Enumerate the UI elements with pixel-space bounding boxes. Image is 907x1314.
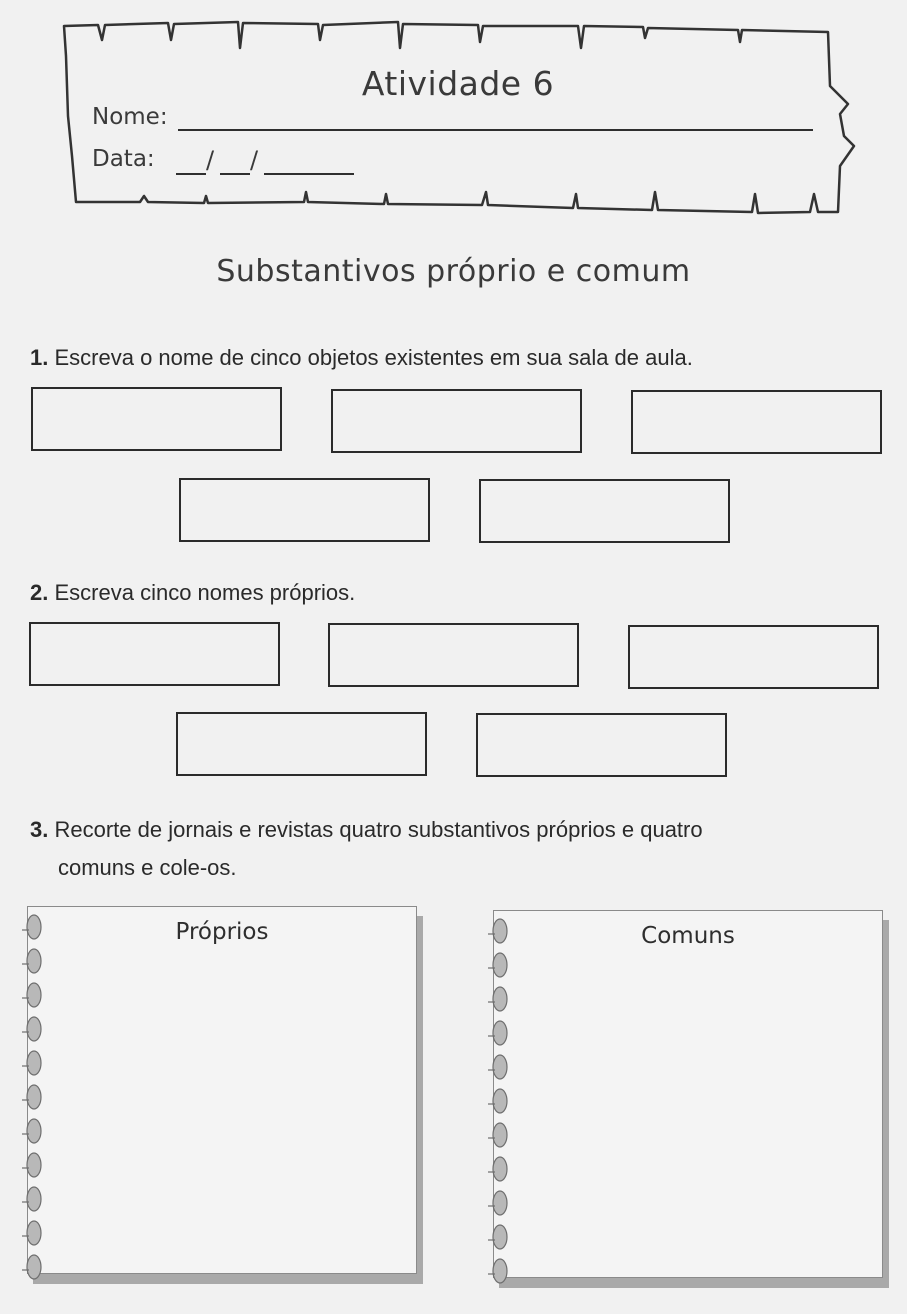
date-year-line[interactable] xyxy=(264,173,354,175)
sheet-title: Substantivos próprio e comum xyxy=(216,254,691,289)
spiral-rings-icon xyxy=(21,914,43,1284)
answer-box-q1-4[interactable] xyxy=(179,478,430,542)
question-3 xyxy=(30,817,703,843)
spiral-binding xyxy=(21,914,41,1274)
answer-box-q1-5[interactable] xyxy=(479,479,730,543)
date-day-line[interactable] xyxy=(176,173,206,175)
question-number: 1. xyxy=(30,345,49,370)
name-input-line[interactable] xyxy=(178,129,813,131)
answer-box-q1-1[interactable] xyxy=(31,387,282,451)
question-3-continuation xyxy=(58,855,237,881)
scroll-border-icon xyxy=(58,16,858,216)
date-month-line[interactable] xyxy=(220,173,250,175)
question-text: Escreva o nome de cinco objetos existentes em sua sala de aula. xyxy=(54,345,693,370)
header-frame xyxy=(58,16,858,216)
pad-sheet[interactable] xyxy=(493,910,883,1278)
date-label: Data: xyxy=(92,146,155,172)
spiral-binding xyxy=(487,918,507,1278)
answer-box-q2-1[interactable] xyxy=(29,622,280,686)
answer-box-q2-3[interactable] xyxy=(628,625,879,689)
date-separator: / xyxy=(250,146,259,174)
pad-title: Comuns xyxy=(641,923,735,949)
answer-box-q2-4[interactable] xyxy=(176,712,427,776)
question-text: Escreva cinco nomes próprios. xyxy=(54,580,356,605)
question-text-line-1: Recorte de jornais e revistas quatro substantivos próprios e quatro xyxy=(54,817,703,842)
activity-title: Atividade 6 xyxy=(361,64,555,103)
date-separator: / xyxy=(206,146,215,174)
answer-box-q1-2[interactable] xyxy=(331,389,582,453)
question-number: 2. xyxy=(30,580,49,605)
name-label: Nome: xyxy=(92,104,168,130)
answer-box-q1-3[interactable] xyxy=(631,390,882,454)
pad-title: Próprios xyxy=(175,919,269,945)
pad-comuns[interactable] xyxy=(493,910,883,1280)
pad-proprios[interactable] xyxy=(27,906,417,1276)
question-1 xyxy=(30,345,693,371)
answer-box-q2-5[interactable] xyxy=(476,713,727,777)
answer-box-q2-2[interactable] xyxy=(328,623,579,687)
question-text-line-2: comuns e cole-os. xyxy=(58,855,237,880)
pad-sheet[interactable] xyxy=(27,906,417,1274)
spiral-rings-icon xyxy=(487,918,509,1288)
question-2 xyxy=(30,580,355,606)
question-number: 3. xyxy=(30,817,49,842)
